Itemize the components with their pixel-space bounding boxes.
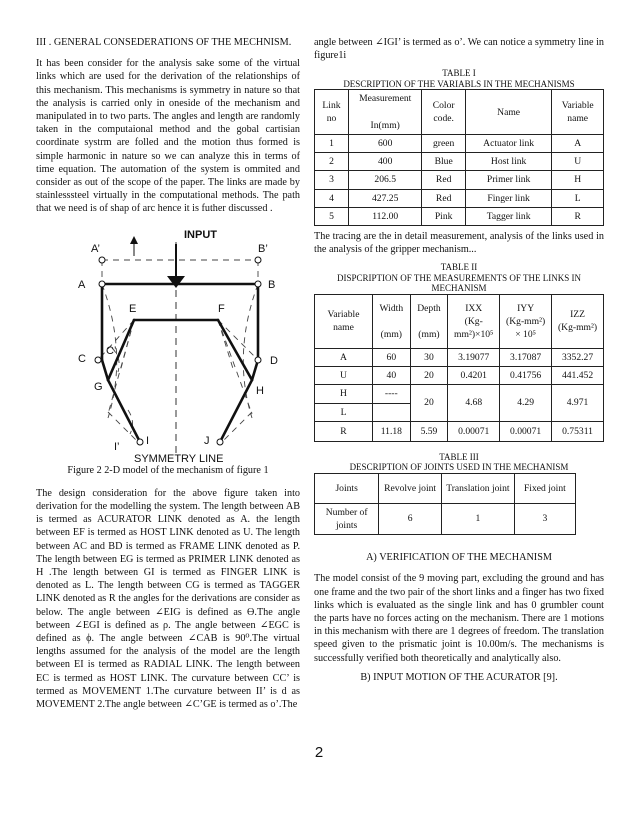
label-c-prime: C’ (106, 344, 117, 357)
t1-h-variable: Variable name (552, 90, 604, 135)
a-prime-arrow-icon (130, 236, 138, 244)
label-h: H (256, 384, 264, 397)
mechanism-links (108, 320, 252, 442)
table3-subcaption: DESCRIPTION OF JOINTS USED IN THE MECHANISM (349, 462, 569, 473)
label-a: A (78, 278, 86, 291)
table-row: 4 427.25 Red Finger link L (315, 189, 604, 207)
table-row: H ---- 20 4.68 4.29 4.971 (315, 385, 604, 403)
label-input: INPUT (184, 228, 217, 241)
table2-caption: TABLE II (440, 262, 478, 273)
label-i-prime: I’ (114, 440, 120, 453)
label-symmetry-line: SYMMETRY LINE (134, 452, 224, 462)
section-heading: III . GENERAL CONSEDERATIONS OF THE MECHNISM. (36, 37, 292, 48)
t2-h-iyy: IYY (Kg-mm²) × 10⁵ (500, 294, 552, 348)
table-row: 2 400 Blue Host link U (315, 153, 604, 171)
label-e: E (129, 302, 137, 315)
table-row: 1 600 green Actuator link A (315, 135, 604, 153)
table1-caption: TABLE I (442, 68, 476, 79)
right-paragraph-1: The tracing are the in detail measurement, analysis of the links used in the analysis of the gripper mechanism... (314, 231, 604, 256)
right-column (314, 36, 604, 692)
figure-caption: Figure 2 2-D model of the mechanism of figure 1 (67, 464, 269, 476)
label-d: D (270, 354, 278, 367)
table2-subcaption: DISPCRIPTION OF THE MEASUREMENTS OF THE LINKS IN MECHANISM (337, 272, 581, 294)
t2-h-depth: Depth (mm) (410, 294, 448, 348)
table-row: A 60 30 3.19077 3.17087 3352.27 (315, 348, 604, 366)
label-b: B (268, 278, 276, 291)
label-j: J (204, 434, 210, 447)
label-a-prime: A’ (91, 242, 100, 255)
table-row: 3 206.5 Red Primer link H (315, 171, 604, 189)
mechanism-diagram (36, 222, 300, 462)
table1-subcaption: DESCRIPTION OF THE VARIABLS IN THE MECHANISMS (343, 78, 575, 89)
table-row: U 40 20 0.4201 0.41756 441.452 (315, 367, 604, 385)
paragraph-1: It has been consider for the analysis sake some of the virtual links which are used for the derivation of the relationships of this mechanism. This mechanisms is symmetry in nature so that the analysis is carried only in oneside of the mechanism and manipulated in to two parts. The angles and length are randomly taken in the computaional method and the gobal cartisian coordinate systrm are folled and the motion thus formed is simple harmonic in nature so we can analyze this in terms of time equation. The automation of the system is ommited and consider as out of the scope of the paper. The links are made by stainlesssteel virtually in the computational methods. The path that we need is of shap of arc hence it is futher discussed . (36, 58, 300, 215)
table3-caption: TABLE III (439, 451, 479, 462)
t2-h-variable: Variable name (315, 294, 373, 348)
t1-h-name: Name (465, 90, 551, 135)
right-intro: angle between ∠IGI’ is termed as o’. We can notice a symmetry line in figure1i (314, 37, 604, 62)
left-column (36, 36, 300, 711)
table-row: R 11.18 5.59 0.00071 0.00071 0.75311 (315, 421, 604, 441)
label-f: F (218, 302, 225, 315)
label-c: C (78, 352, 86, 365)
t1-h-link: Link no (315, 90, 349, 135)
subheading-a: A) VERIFICATION OF THE MECHANISM (366, 552, 552, 564)
t2-h-izz: IZZ (Kg-mm²) (552, 294, 604, 348)
paragraph-2: The design consideration for the above figure taken into derivation for the modelling the system. The length between AB is termed as ACURATOR LINK denoted as A. the length between EF is termed as HOST LINK denoted as U. The length between AC and BD is termed as FRAME LINK denoted as P. The length between EG is termed as PRIMER LINK denoted as H .The length between GI is termed as FINGER LINK is denoted as L. The length between CG is termed as TAGGER LINK denoted as R the angles for the derivations are consider as below. The angle between ∠EIG is defined as ϴ.The angle between ∠EGI is defined as ρ. The angle between ∠EGC is defined as ϕ. The angle between ∠CAB is 90⁰.The virtual lengths assumed for the analysis of the model are the length between EI is termed as RADIAL LINK. The length between EC is termed as HOST LINK. The curvature between CC’ is termed as MOVEMENT 1.The curvature between II’ is d as MOVEMENT 2.The angle between ∠C’GE is termed as o’.The (36, 487, 300, 711)
label-b-prime: B’ (258, 242, 268, 255)
table-joints: Joints Revolve joint Translation joint Fixed joint Number of joints 6 1 3 (314, 473, 576, 535)
t2-h-ixx: IXX (Kg-mm²)×10⁵ (448, 294, 500, 348)
table-row: Number of joints 6 1 3 (315, 503, 576, 534)
mechanism-figure (36, 222, 300, 462)
table-row: 5 112.00 Pink Tagger link R (315, 207, 604, 225)
table-variables (314, 89, 604, 226)
page-number: 2 (314, 744, 324, 761)
table-measurements (314, 294, 604, 442)
subheading-b: B) INPUT MOTION OF THE ACURATOR [9]. (360, 671, 558, 683)
t1-h-color: Color code. (422, 90, 465, 135)
label-i: I (146, 434, 150, 447)
t1-h-measurement: Measurement In(mm) (348, 90, 421, 135)
input-arrow-icon (167, 276, 185, 288)
label-g: G (94, 380, 103, 393)
right-paragraph-2: The model consist of the 9 moving part, excluding the ground and has one frame and the two pair of the short links and a finger has two fixed links which is evaluated as the single link and has 0 grumbler count the parts have no forces acting on the mechanism. There are 1 motions in this mechanism with there are 1 degrees of freedom. The translation speed given to the prismatic joint is 10.00m/s. The mechanisms is successfully verified both theoretically and analytically also. (314, 573, 604, 664)
t2-h-width: Width (mm) (373, 294, 411, 348)
table-row: L (315, 403, 604, 421)
